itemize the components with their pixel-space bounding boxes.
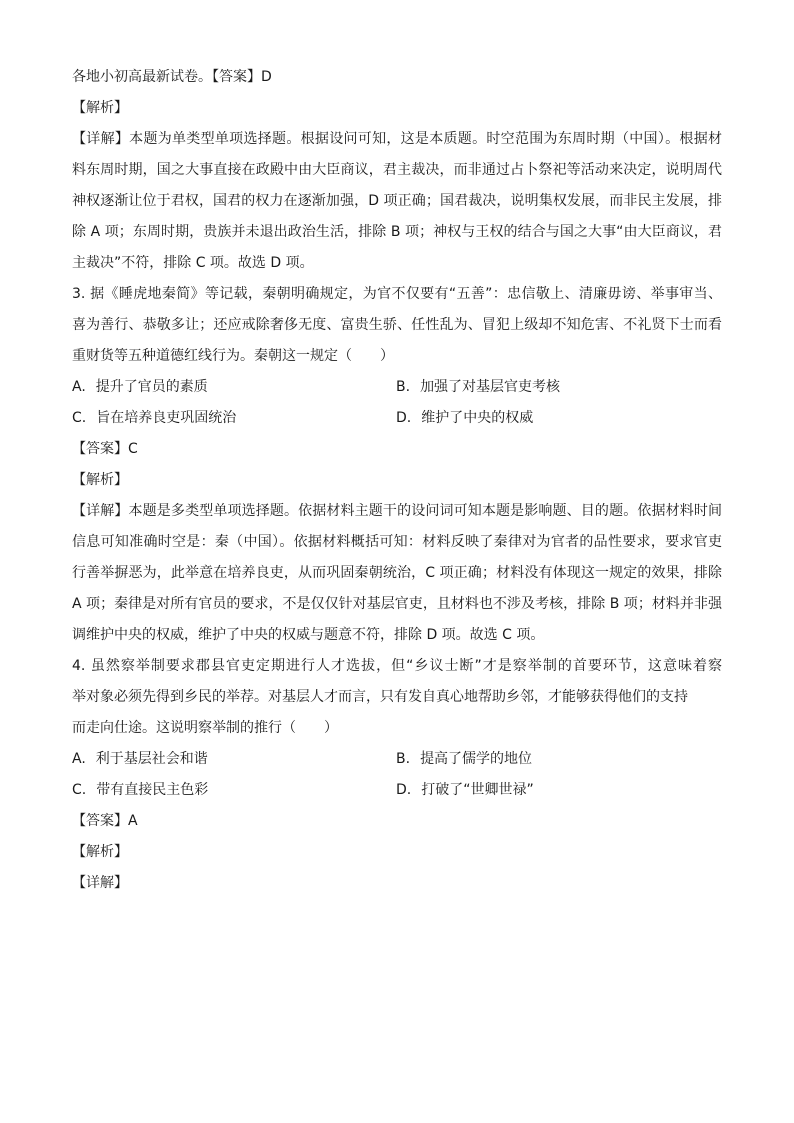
prev-detail	[72, 124, 722, 279]
q4-options-row-2	[72, 775, 722, 806]
q3-detail-line: 【详解】本题是多类型单项选择题。依据材料主题干的设问词可知本题是影响题、目的题。依据材料时间	[72, 503, 722, 519]
q4-stem	[72, 651, 722, 744]
q3-option-c: C. 旨在培养良吏巩固统治	[72, 410, 237, 426]
q3-detail-line: 行善举摒恶为，此举意在培养良吏，从而巩固秦朝统治，C 项正确；材料没有体现这一规定的效果，排除	[72, 565, 722, 581]
q3-detail-line: A 项；秦律是对所有官员的要求，不是仅仅针对基层官吏，且材料也不涉及考核，排除 B 项；材料并非强	[72, 596, 722, 612]
q4-answer-label: 【答案】	[72, 813, 128, 829]
q3-options-row-2	[72, 403, 722, 434]
q4-stem-line: 而走向仕途。这说明察举制的推行（ ）	[72, 720, 338, 736]
prev-detail-line: 除 A 项；东周时期，贵族并未退出政治生活，排除 B 项；神权与王权的结合与国之大事“由大臣商议，君	[72, 224, 722, 240]
prev-detail-line: 主裁决”不符，排除 C 项。故选 D 项。	[72, 255, 314, 271]
q3-answer-line	[72, 434, 722, 465]
q3-answer-label: 【答案】	[72, 441, 128, 457]
q3-stem	[72, 279, 722, 372]
q3-analysis-label: 【解析】	[72, 472, 128, 488]
prev-detail-line: 神权逐渐让位于君权，国君的权力在逐渐加强，D 项正确；国君裁决，说明集权发展，而非民主发展，排	[72, 193, 722, 209]
q4-option-c: C. 带有直接民主色彩	[72, 782, 209, 798]
prev-answer-label: 【答案】	[212, 69, 261, 85]
q3-detail-line: 调维护中央的权威，维护了中央的权威与题意不符，排除 D 项。故选 C 项。	[72, 627, 545, 643]
prev-tail-text: 各地小初高最新试卷。	[72, 69, 212, 85]
prev-detail-line: 【详解】本题为单类型单项选择题。根据设问可知，这是本质题。时空范围为东周时期（中国）。根据材	[72, 131, 722, 147]
q3-options-row-1	[72, 372, 722, 403]
q3-detail-line: 信息可知准确时空是：秦（中国）。依据材料概括可知：材料反映了秦律对为官者的品性要求，要求官吏	[72, 534, 722, 550]
q4-answer-value: A	[128, 813, 138, 829]
prev-analysis-label: 【解析】	[72, 100, 128, 116]
q4-answer-line	[72, 806, 722, 837]
q4-stem-line: 举对象必须先得到乡民的举荐。对基层人才而言，只有发自真心地帮助乡邻，才能够获得他们的支持	[72, 689, 688, 705]
q4-detail-label: 【详解】	[72, 875, 128, 891]
q3-answer-value: C	[128, 441, 138, 457]
q3-stem-line: 重财货等五种道德红线行为。秦朝这一规定（ ）	[72, 348, 394, 364]
prev-answer-line	[72, 62, 722, 93]
q4-analysis-label: 【解析】	[72, 844, 128, 860]
q3-option-b: B. 加强了对基层官吏考核	[396, 379, 561, 395]
q3-detail	[72, 496, 722, 651]
q4-option-a: A. 利于基层社会和谐	[72, 751, 208, 767]
document-page	[72, 62, 722, 899]
q4-options-row-1	[72, 744, 722, 775]
q3-stem-line: 3. 据《睡虎地秦简》等记载，秦朝明确规定，为官不仅要有“五善”：忠信敬上、清廉毋谤、举事审当、	[72, 286, 722, 302]
q4-option-b: B. 提高了儒学的地位	[396, 751, 533, 767]
prev-answer-value: D	[261, 69, 272, 85]
q3-option-d: D. 维护了中央的权威	[396, 410, 534, 426]
q3-stem-line: 喜为善行、恭敬多让；还应戒除奢侈无度、富贵生骄、任性乱为、冒犯上级却不知危害、不礼贤下士而看	[72, 317, 722, 333]
q4-stem-line: 4. 虽然察举制要求郡县官吏定期进行人才选拔，但“乡议士断”才是察举制的首要环节，这意味着察	[72, 658, 722, 674]
q3-option-a: A. 提升了官员的素质	[72, 379, 208, 395]
prev-detail-line: 料东周时期，国之大事直接在政殿中由大臣商议，君主裁决，而非通过占卜祭祀等活动来决定，说明周代	[72, 162, 722, 178]
q4-option-d: D. 打破了“世卿世禄”	[396, 782, 534, 798]
